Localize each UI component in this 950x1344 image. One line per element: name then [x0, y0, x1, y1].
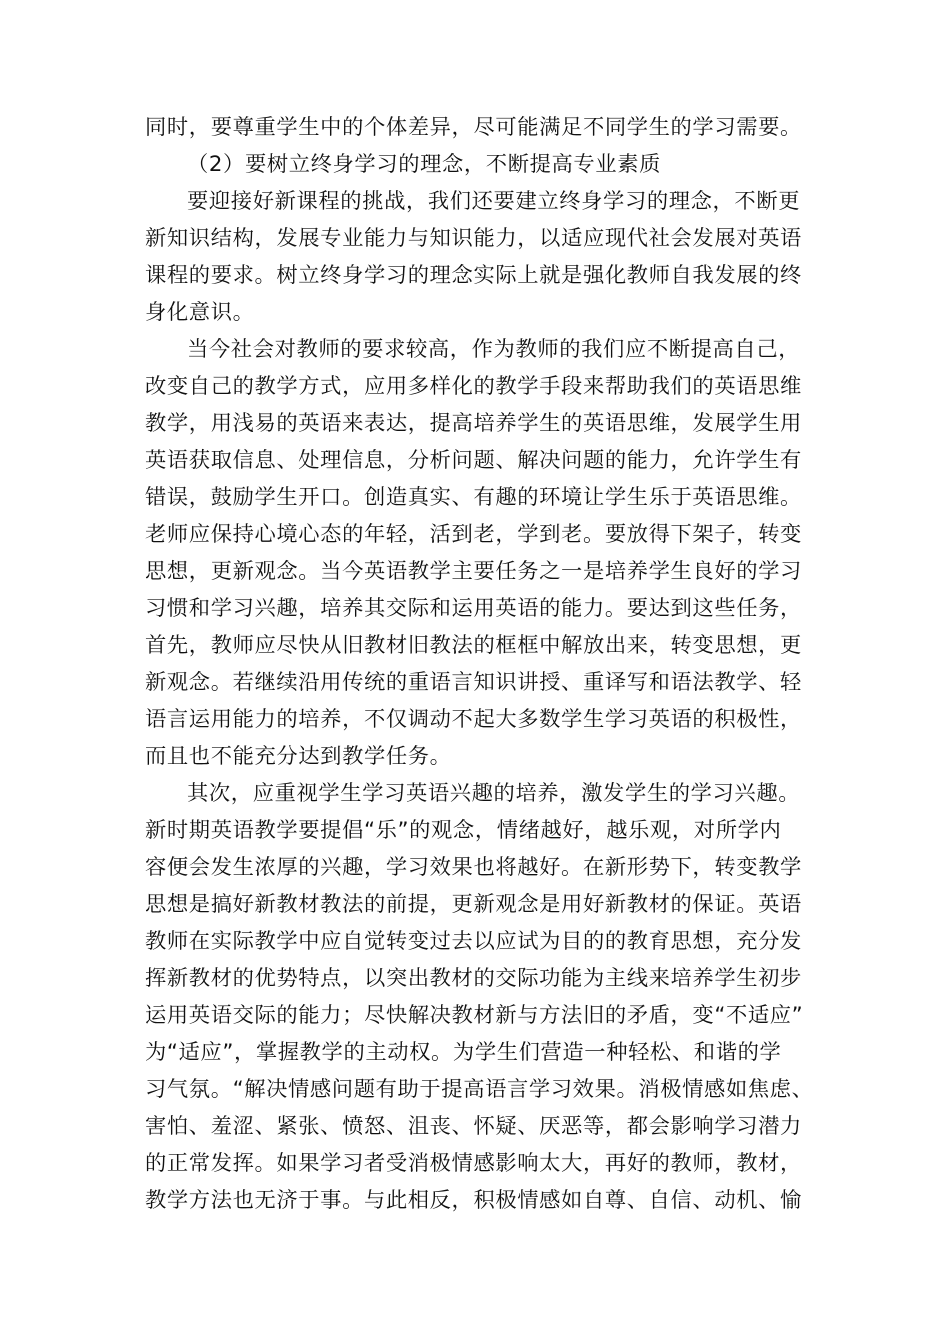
text-line: 为“适应”，掌握教学的主动权。为学生们营造一种轻松、和谐的学 [145, 1040, 782, 1065]
text-line: 课程的要求。树立终身学习的理念实际上就是强化教师自我发展的终 [145, 263, 802, 288]
text-line: 而且也不能充分达到教学任务。 [145, 744, 452, 769]
text-line: 错误，鼓励学生开口。创造真实、有趣的环境让学生乐于英语思维。 [145, 485, 802, 510]
text-line: 教师在实际教学中应自觉转变过去以应试为目的的教育思想，充分发 [145, 929, 802, 954]
text-line: 教学，用浅易的英语来表达，提高培养学生的英语思维，发展学生用 [145, 411, 802, 436]
text-line: 习气氛。“解决情感问题有助于提高语言学习效果。消极情感如焦虑、 [145, 1077, 814, 1102]
section-heading: （2）要树立终身学习的理念，不断提高专业素质 [187, 152, 661, 177]
text-line: 改变自己的教学方式，应用多样化的教学手段来帮助我们的英语思维 [145, 374, 802, 399]
text-line: 的正常发挥。如果学习者受消极情感影响太大，再好的教师，教材， [145, 1151, 802, 1176]
text-line: 新观念。若继续沿用传统的重语言知识讲授、重译写和语法教学、轻 [145, 670, 802, 695]
text-line: 思想是搞好新教材教法的前提，更新观念是用好新教材的保证。英语 [145, 892, 802, 917]
text-line: 语言运用能力的培养，不仅调动不起大多数学生学习英语的积极性， [145, 707, 802, 732]
text-line: 同时，要尊重学生中的个体差异，尽可能满足不同学生的学习需要。 [145, 115, 802, 140]
text-line: 首先，教师应尽快从旧教材旧教法的框框中解放出来，转变思想，更 [145, 633, 802, 658]
text-line: 思想，更新观念。当今英语教学主要任务之一是培养学生良好的学习 [145, 559, 802, 584]
text-line: 老师应保持心境心态的年轻，活到老，学到老。要放得下架子，转变 [145, 522, 802, 547]
text-line: 新时期英语教学要提倡“乐”的观念，情绪越好，越乐观，对所学内 [145, 818, 782, 843]
text-line: 其次，应重视学生学习英语兴趣的培养，激发学生的学习兴趣。 [187, 781, 801, 806]
text-line: 身化意识。 [145, 300, 255, 325]
text-line: 新知识结构，发展专业能力与知识能力，以适应现代社会发展对英语 [145, 226, 802, 251]
text-line: 害怕、羞涩、紧张、愤怒、沮丧、怀疑、厌恶等，都会影响学习潜力 [145, 1114, 802, 1139]
text-line: 容便会发生浓厚的兴趣，学习效果也将越好。在新形势下，转变教学 [145, 855, 802, 880]
text-line: 当今社会对教师的要求较高，作为教师的我们应不断提高自己， [187, 337, 801, 362]
text-line: 运用英语交际的能力；尽快解决教材新与方法旧的矛盾，变“不适应” [145, 1003, 804, 1028]
text-line: 挥新教材的优势特点，以突出教材的交际功能为主线来培养学生初步 [145, 966, 802, 991]
text-line: 要迎接好新课程的挑战，我们还要建立终身学习的理念，不断更 [187, 189, 801, 214]
text-line: 英语获取信息、处理信息，分析问题、解决问题的能力，允许学生有 [145, 448, 802, 473]
text-line: 习惯和学习兴趣，培养其交际和运用英语的能力。要达到这些任务， [145, 596, 802, 621]
text-line: 教学方法也无济于事。与此相反，积极情感如自尊、自信、动机、愉 [145, 1188, 802, 1213]
